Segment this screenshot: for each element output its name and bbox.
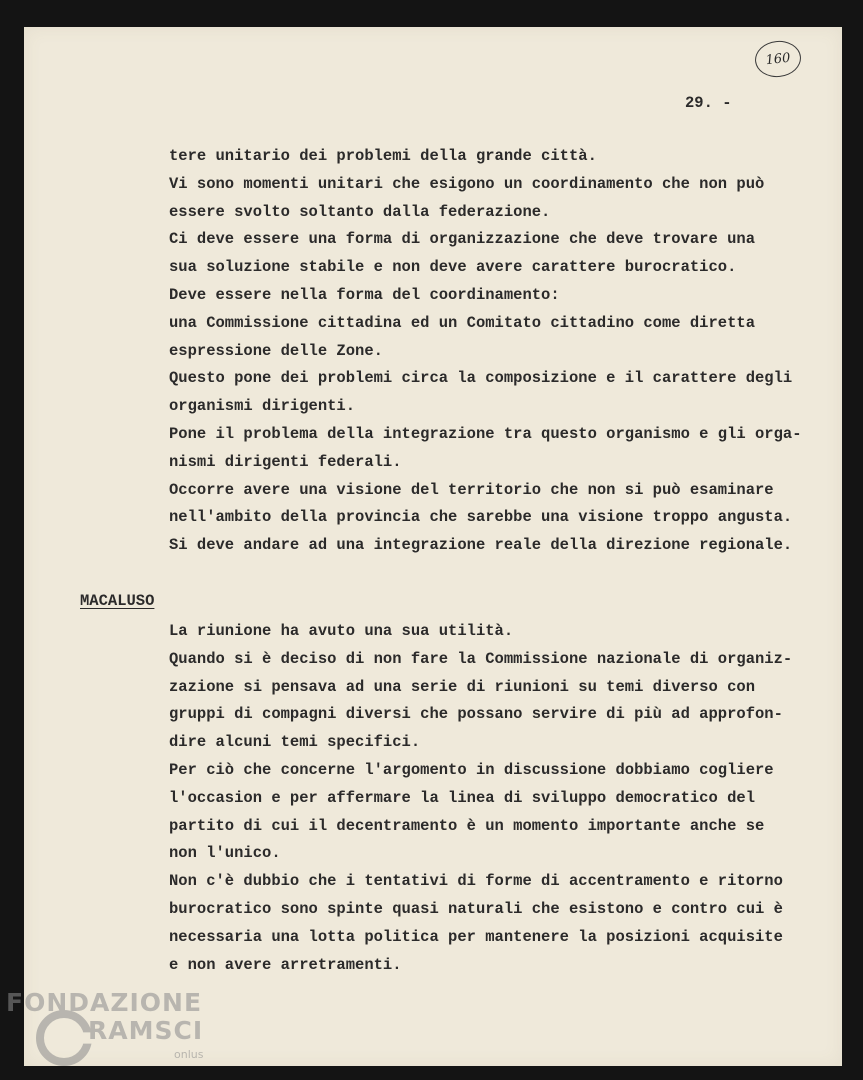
text-line: Pone il problema della integrazione tra questo organismo e gli orga- xyxy=(169,424,802,443)
text-line: Vi sono momenti unitari che esigono un coordinamento che non può xyxy=(169,174,765,193)
speaker-name: MACALUSO xyxy=(80,592,155,610)
text-line: l'occasion e per affermare la linea di sviluppo democratico del xyxy=(169,788,755,807)
text-line: Questo pone dei problemi circa la composizione e il carattere degli xyxy=(169,369,793,388)
paragraph-1 xyxy=(169,143,802,560)
text-line: Occorre avere una visione del territorio che non si può esaminare xyxy=(169,480,774,499)
archive-number: 160 xyxy=(764,50,792,68)
text-line: non l'unico. xyxy=(169,844,281,863)
paragraph-2 xyxy=(169,618,792,979)
text-line: sua soluzione stabile e non deve avere carattere burocratico. xyxy=(169,258,737,277)
text-line: Deve essere nella forma del coordinamento: xyxy=(169,285,560,304)
watermark-line2: RAMSCI xyxy=(88,1016,204,1045)
watermark-line3: onlus xyxy=(174,1048,204,1061)
text-line: essere svolto soltanto dalla federazione. xyxy=(169,202,551,221)
text-line: e non avere arretramenti. xyxy=(169,955,402,974)
fondazione-gramsci-watermark xyxy=(2,988,232,1080)
page-number: 29. - xyxy=(685,94,732,112)
watermark-line1: FONDAZIONE xyxy=(6,988,203,1017)
text-line: necessaria una lotta politica per mantenere la posizioni acquisite xyxy=(169,927,783,946)
text-line: una Commissione cittadina ed un Comitato cittadino come diretta xyxy=(169,313,755,332)
text-line: nell'ambito della provincia che sarebbe una visione troppo angusta. xyxy=(169,508,793,527)
text-line: Ci deve essere una forma di organizzazione che deve trovare una xyxy=(169,230,755,249)
text-line: Si deve andare ad una integrazione reale della direzione regionale. xyxy=(169,536,793,555)
text-line: partito di cui il decentramento è un momento importante anche se xyxy=(169,816,765,835)
document-page xyxy=(24,27,842,1066)
text-line: zazione si pensava ad una serie di riunioni su temi diverso con xyxy=(169,677,755,696)
text-line: espressione delle Zone. xyxy=(169,341,383,360)
text-line: tere unitario dei problemi della grande città. xyxy=(169,147,597,165)
text-line: La riunione ha avuto una sua utilità. xyxy=(169,622,514,640)
text-line: Per ciò che concerne l'argomento in discussione dobbiamo cogliere xyxy=(169,760,774,779)
text-line: Quando si è deciso di non fare la Commissione nazionale di organiz- xyxy=(169,649,793,668)
text-line: nismi dirigenti federali. xyxy=(169,452,402,471)
text-line: gruppi di compagni diversi che possano servire di più ad approfon- xyxy=(169,705,783,724)
text-line: Non c'è dubbio che i tentativi di forme di accentramento e ritorno xyxy=(169,872,783,891)
text-line: dire alcuni temi specifici. xyxy=(169,733,421,752)
archive-number-stamp xyxy=(753,39,803,80)
text-line: organismi dirigenti. xyxy=(169,397,356,416)
text-line: burocratico sono spinte quasi naturali che esistono e contro cui è xyxy=(169,899,783,918)
g-logo-icon xyxy=(36,1010,92,1066)
